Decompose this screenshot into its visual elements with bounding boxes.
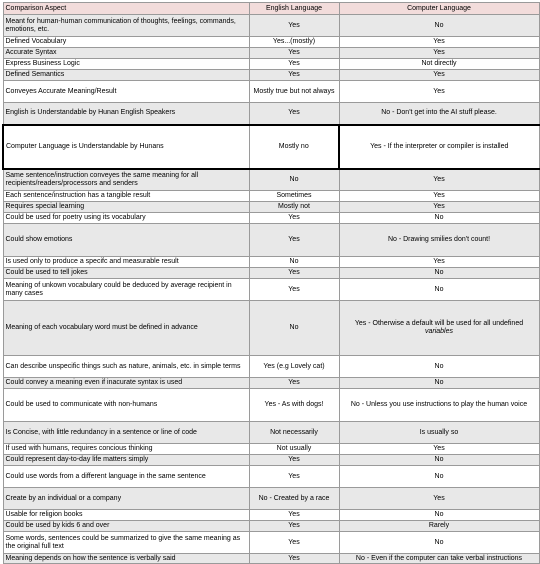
cell-computer-language-text: No xyxy=(434,379,444,386)
table-row xyxy=(3,224,539,257)
cell-english-language-text: No - Created by a race xyxy=(258,494,330,502)
header-english-language[interactable]: English Language xyxy=(249,3,339,15)
cell-computer-language-text: No xyxy=(434,472,444,480)
cell-comparison-aspect-text: Could be used for poetry using its vocabulary xyxy=(5,214,146,221)
cell-english-language-text: Yes xyxy=(288,21,300,29)
cell-computer-language-text: Yes xyxy=(433,192,445,199)
cell-comparison-aspect[interactable] xyxy=(3,213,249,224)
cell-comparison-aspect[interactable] xyxy=(3,15,249,37)
cell-english-language-text: Yes xyxy=(288,522,300,529)
cell-computer-language[interactable] xyxy=(339,532,539,554)
table-row xyxy=(3,15,539,37)
cell-comparison-aspect-text: Defined Semantics xyxy=(5,71,65,78)
cell-english-language-text: Mostly true but not always xyxy=(253,87,335,95)
cell-comparison-aspect[interactable] xyxy=(3,444,249,455)
cell-english-language-text: Yes xyxy=(288,49,300,56)
cell-computer-language-text: No xyxy=(434,285,444,293)
cell-comparison-aspect-text: If used with humans, requires concious thinking xyxy=(5,445,153,452)
table-row xyxy=(3,521,539,532)
cell-comparison-aspect-text: Could be used by kids 6 and over xyxy=(5,522,110,529)
table-row xyxy=(3,455,539,466)
cell-comparison-aspect[interactable] xyxy=(3,257,249,268)
table-row xyxy=(3,125,539,169)
cell-computer-language[interactable] xyxy=(339,378,539,389)
table-row xyxy=(3,59,539,70)
cell-computer-language-text: No xyxy=(434,21,444,29)
cell-computer-language[interactable] xyxy=(339,81,539,103)
cell-english-language[interactable] xyxy=(249,301,339,356)
cell-computer-language[interactable] xyxy=(339,444,539,455)
cell-comparison-aspect-text: Meaning depends on how the sentence is verbally said xyxy=(5,554,176,562)
cell-comparison-aspect[interactable] xyxy=(3,70,249,81)
cell-english-language[interactable] xyxy=(249,389,339,422)
cell-computer-language[interactable] xyxy=(339,466,539,488)
cell-english-language[interactable] xyxy=(249,466,339,488)
cell-computer-language[interactable] xyxy=(339,488,539,510)
table-row xyxy=(3,48,539,59)
cell-computer-language[interactable] xyxy=(339,257,539,268)
cell-english-language-text: Yes xyxy=(288,269,300,276)
cell-english-language[interactable] xyxy=(249,15,339,37)
cell-computer-language-text: Rarely xyxy=(428,522,450,529)
cell-computer-language-text: Yes xyxy=(433,49,445,56)
cell-comparison-aspect-text: Could convey a meaning even if inacurate syntax is used xyxy=(5,379,183,386)
cell-comparison-aspect-text: Could be used to communicate with non-humans xyxy=(5,401,158,408)
table-row xyxy=(3,103,539,125)
cell-english-language[interactable] xyxy=(249,455,339,466)
table-row xyxy=(3,268,539,279)
header-row xyxy=(3,3,539,15)
cell-computer-language-text: Yes - If the interpreter or compiler is installed xyxy=(370,142,509,150)
cell-comparison-aspect-text: Could show emotions xyxy=(5,236,73,243)
cell-computer-language-text: Yes xyxy=(433,258,445,265)
cell-english-language[interactable] xyxy=(249,257,339,268)
cell-computer-language[interactable] xyxy=(339,224,539,257)
table-row xyxy=(3,301,539,356)
cell-english-language-text: Yes xyxy=(288,236,300,243)
cell-computer-language-text: Yes xyxy=(433,87,445,95)
table-row xyxy=(3,532,539,554)
table-row xyxy=(3,70,539,81)
cell-comparison-aspect-text: Some words, sentences could be summarized to give the same meaning as the original full text xyxy=(5,534,241,550)
cell-computer-language-text: Yes xyxy=(433,494,445,502)
cell-comparison-aspect-text: Is Concise, with little redundancy in a sentence or line of code xyxy=(5,428,197,436)
table-row xyxy=(3,389,539,422)
table-row xyxy=(3,169,539,191)
cell-english-language[interactable] xyxy=(249,422,339,444)
cell-comparison-aspect[interactable] xyxy=(3,510,249,521)
cell-english-language-text: Yes xyxy=(288,109,300,117)
cell-comparison-aspect-text: Express Business Logic xyxy=(5,60,80,67)
table-row xyxy=(3,378,539,389)
cell-computer-language-text: No xyxy=(434,511,444,518)
table-row xyxy=(3,466,539,488)
cell-comparison-aspect-text: Accurate Syntax xyxy=(5,49,57,56)
cell-english-language[interactable] xyxy=(249,191,339,202)
cell-comparison-aspect-text: Meaning of unkown vocabulary could be deduced by average recipient in many cases xyxy=(5,281,232,297)
cell-english-language[interactable] xyxy=(249,70,339,81)
cell-computer-language[interactable] xyxy=(339,169,539,191)
cell-comparison-aspect[interactable] xyxy=(3,466,249,488)
cell-computer-language-text: Yes - Otherwise a default will be used for all undefined xyxy=(354,320,524,327)
cell-english-language[interactable] xyxy=(249,279,339,301)
cell-comparison-aspect-text: Could be used to tell jokes xyxy=(5,269,88,276)
cell-english-language[interactable] xyxy=(249,268,339,279)
italic-term: variables xyxy=(424,328,453,335)
cell-comparison-aspect-text: Usable for religion books xyxy=(5,511,83,518)
cell-computer-language-text: Yes xyxy=(433,38,445,45)
cell-computer-language[interactable] xyxy=(339,268,539,279)
cell-english-language[interactable] xyxy=(249,532,339,554)
cell-english-language-text: Yes xyxy=(288,472,300,480)
cell-english-language-text: Yes xyxy=(288,456,300,463)
header-computer-language[interactable]: Computer Language xyxy=(339,3,539,15)
cell-english-language-text: Not usually xyxy=(276,445,312,452)
cell-english-language[interactable] xyxy=(249,81,339,103)
cell-comparison-aspect-text: Meant for human-human communication of thoughts, feelings, commands, emotions, etc. xyxy=(5,17,236,33)
table-row xyxy=(3,510,539,521)
cell-english-language-text: Yes - As with dogs! xyxy=(264,401,324,408)
cell-computer-language-text: No xyxy=(434,538,444,546)
cell-computer-language-text: Yes xyxy=(433,203,445,210)
table-row xyxy=(3,422,539,444)
cell-computer-language-text: No - Drawing smilies don't count! xyxy=(387,236,491,243)
cell-english-language[interactable] xyxy=(249,510,339,521)
cell-computer-language[interactable] xyxy=(339,15,539,37)
cell-computer-language[interactable] xyxy=(339,422,539,444)
table-row xyxy=(3,356,539,378)
cell-computer-language[interactable] xyxy=(339,70,539,81)
cell-english-language-text: No xyxy=(289,324,299,331)
cell-english-language-text: Yes (e.g Lovely cat) xyxy=(263,362,325,370)
cell-english-language-text: Not necessarily xyxy=(270,428,318,436)
cell-comparison-aspect[interactable] xyxy=(3,224,249,257)
cell-comparison-aspect[interactable] xyxy=(3,455,249,466)
cell-english-language[interactable] xyxy=(249,48,339,59)
cell-english-language-text: Yes xyxy=(288,71,300,78)
table-row xyxy=(3,213,539,224)
table-row xyxy=(3,279,539,301)
cell-english-language[interactable] xyxy=(249,444,339,455)
cell-computer-language[interactable] xyxy=(339,191,539,202)
cell-comparison-aspect-text: English is Understandable by Hunan English Speakers xyxy=(5,109,176,117)
cell-english-language[interactable] xyxy=(249,103,339,125)
cell-english-language-text: Yes xyxy=(288,538,300,546)
cell-comparison-aspect-text: Each sentence/instruction has a tangible result xyxy=(5,192,151,199)
cell-comparison-aspect[interactable] xyxy=(3,422,249,444)
cell-english-language[interactable] xyxy=(249,488,339,510)
cell-english-language[interactable] xyxy=(249,202,339,213)
table-row xyxy=(3,444,539,455)
cell-english-language-text: No xyxy=(289,258,299,265)
cell-english-language-text: Mostly not xyxy=(278,203,310,210)
table-row xyxy=(3,81,539,103)
cell-comparison-aspect[interactable] xyxy=(3,191,249,202)
cell-comparison-aspect[interactable] xyxy=(3,103,249,125)
cell-english-language-text: Yes xyxy=(288,285,300,293)
cell-comparison-aspect[interactable] xyxy=(3,279,249,301)
cell-comparison-aspect-text: Meaning of each vocabulary word must be defined in advance xyxy=(5,324,198,331)
table-row xyxy=(3,202,539,213)
cell-english-language[interactable] xyxy=(249,378,339,389)
cell-comparison-aspect-text: Is used only to produce a specifc and measurable result xyxy=(5,258,179,265)
cell-computer-language-text: No xyxy=(434,269,444,276)
cell-english-language[interactable] xyxy=(249,169,339,191)
cell-english-language[interactable] xyxy=(249,213,339,224)
cell-computer-language-text: No xyxy=(434,362,444,370)
cell-comparison-aspect[interactable] xyxy=(3,202,249,213)
cell-comparison-aspect[interactable] xyxy=(3,125,249,169)
cell-english-language-text: Yes xyxy=(288,554,300,562)
cell-english-language-text: Yes xyxy=(288,511,300,518)
cell-computer-language[interactable] xyxy=(339,301,539,356)
table-row xyxy=(3,191,539,202)
cell-comparison-aspect[interactable] xyxy=(3,521,249,532)
cell-computer-language[interactable] xyxy=(339,389,539,422)
table-row xyxy=(3,488,539,510)
cell-computer-language[interactable] xyxy=(339,125,539,169)
cell-computer-language-text: No xyxy=(434,214,444,221)
cell-comparison-aspect-text: Create by an individual or a company xyxy=(5,494,122,502)
table-row xyxy=(3,37,539,48)
cell-comparison-aspect[interactable] xyxy=(3,81,249,103)
cell-comparison-aspect-text: Same sentence/instruction conveyes the same meaning for all recipients/readers/processors and senders xyxy=(5,171,199,187)
cell-computer-language[interactable] xyxy=(339,37,539,48)
cell-computer-language-text: No - Unless you use instructions to play the human voice xyxy=(350,401,528,408)
cell-english-language[interactable] xyxy=(249,224,339,257)
cell-computer-language-text: Is usually so xyxy=(419,428,459,436)
cell-computer-language[interactable] xyxy=(339,103,539,125)
cell-computer-language-text: No - Even if the computer can take verbal instructions xyxy=(355,554,523,562)
cell-computer-language[interactable] xyxy=(339,521,539,532)
cell-english-language-text: Yes...(mostly) xyxy=(272,38,316,45)
cell-computer-language[interactable] xyxy=(339,279,539,301)
cell-english-language[interactable] xyxy=(249,37,339,48)
cell-english-language-text: Yes xyxy=(288,214,300,221)
cell-computer-language-text: No - Don't get into the AI stuff please. xyxy=(381,109,497,117)
cell-computer-language-text: Yes xyxy=(433,71,445,78)
cell-computer-language[interactable] xyxy=(339,213,539,224)
cell-comparison-aspect-text: Could represent day-to-day life matters simply xyxy=(5,456,149,463)
cell-english-language[interactable] xyxy=(249,521,339,532)
cell-computer-language[interactable] xyxy=(339,59,539,70)
cell-computer-language[interactable] xyxy=(339,48,539,59)
cell-comparison-aspect[interactable] xyxy=(3,268,249,279)
cell-computer-language-text: No xyxy=(434,456,444,463)
cell-computer-language-text: Yes xyxy=(433,445,445,452)
cell-english-language-text: No xyxy=(289,175,299,183)
comparison-table xyxy=(2,2,540,564)
cell-computer-language-text: Not directly xyxy=(421,60,457,67)
cell-comparison-aspect-text: Defined Vocabulary xyxy=(5,38,67,45)
cell-comparison-aspect[interactable] xyxy=(3,301,249,356)
cell-comparison-aspect[interactable] xyxy=(3,532,249,554)
cell-comparison-aspect[interactable] xyxy=(3,37,249,48)
cell-english-language[interactable] xyxy=(249,59,339,70)
cell-computer-language[interactable] xyxy=(339,202,539,213)
cell-comparison-aspect-text: Conveyes Accurate Meaning/Result xyxy=(5,87,117,95)
cell-comparison-aspect-text: Computer Language is Understandable by Hunans xyxy=(6,142,164,150)
cell-english-language-text: Yes xyxy=(288,60,300,67)
cell-computer-language[interactable] xyxy=(339,510,539,521)
cell-comparison-aspect[interactable] xyxy=(3,378,249,389)
cell-comparison-aspect[interactable] xyxy=(3,356,249,378)
cell-comparison-aspect-text: Requires special learning xyxy=(5,203,85,210)
table-row xyxy=(3,257,539,268)
cell-computer-language[interactable] xyxy=(339,356,539,378)
table-body xyxy=(3,15,539,564)
cell-comparison-aspect[interactable] xyxy=(3,488,249,510)
cell-comparison-aspect[interactable] xyxy=(3,59,249,70)
cell-english-language-text: Yes xyxy=(288,379,300,386)
cell-computer-language-text: Yes xyxy=(433,175,445,183)
cell-english-language-text: Sometimes xyxy=(276,192,312,199)
cell-comparison-aspect[interactable] xyxy=(3,169,249,191)
cell-comparison-aspect[interactable] xyxy=(3,48,249,59)
cell-english-language-text: Mostly no xyxy=(278,142,309,150)
cell-comparison-aspect[interactable] xyxy=(3,389,249,422)
cell-english-language[interactable] xyxy=(249,356,339,378)
cell-computer-language[interactable] xyxy=(339,455,539,466)
header-comparison-aspect[interactable]: Comparison Aspect xyxy=(3,3,249,15)
cell-comparison-aspect-text: Can describe unspecific things such as nature, animals, etc. in simple terms xyxy=(5,362,241,370)
cell-comparison-aspect-text: Could use words from a different language in the same sentence xyxy=(5,472,206,480)
cell-english-language[interactable] xyxy=(249,125,339,169)
